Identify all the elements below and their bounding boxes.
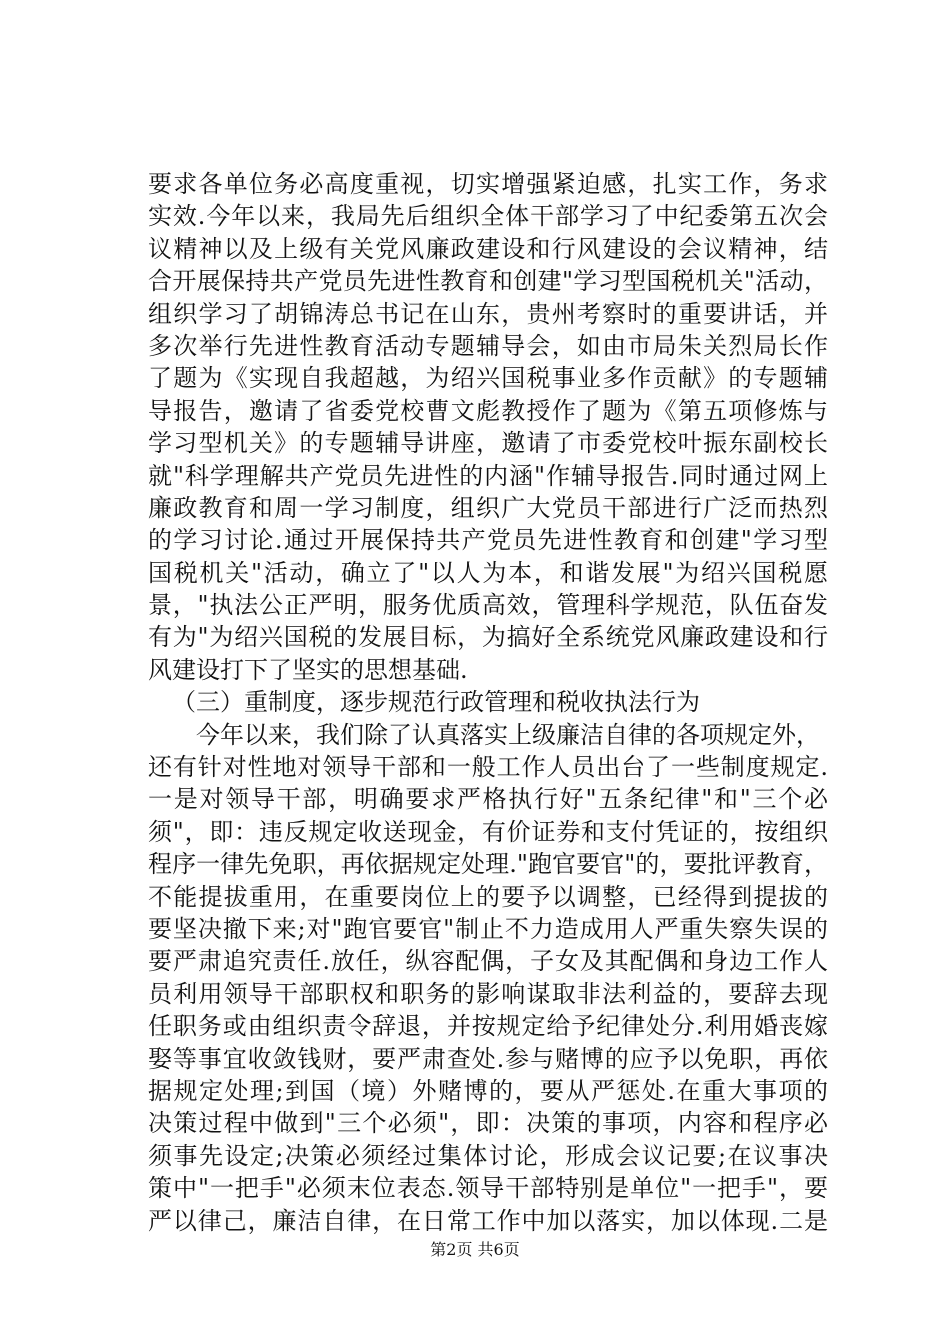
body-text xyxy=(148,168,828,1237)
text-line: 要严肃追究责任.放任，纵容配偶，子女及其配偶和身边工作人 xyxy=(148,947,828,976)
text-line: 还有针对性地对领导干部和一般工作人员出台了一些制度规定. xyxy=(148,753,828,782)
text-line: 组织学习了胡锦涛总书记在山东，贵州考察时的重要讲话，并 xyxy=(148,299,828,328)
text-line: 的学习讨论.通过开展保持共产党员先进性教育和创建"学习型 xyxy=(148,526,828,555)
text-line: 决策过程中做到"三个必须"，即：决策的事项，内容和程序必 xyxy=(148,1109,828,1138)
text-line: 一是对领导干部，明确要求严格执行好"五条纪律"和"三个必 xyxy=(148,785,828,814)
text-line: 景，"执法公正严明，服务优质高效，管理科学规范，队伍奋发 xyxy=(148,591,828,620)
page-number-footer: 第2页 共6页 xyxy=(430,1240,520,1259)
text-line: 要坚决撤下来;对"跑官要官"制止不力造成用人严重失察失误的 xyxy=(148,914,828,943)
text-line: 廉政教育和周一学习制度，组织广大党员干部进行广泛而热烈 xyxy=(148,493,828,522)
text-line: 严以律己，廉洁自律，在日常工作中加以落实，加以体现.二是 xyxy=(148,1206,828,1235)
text-line: 任职务或由组织责令辞退，并按规定给予纪律处分.利用婚丧嫁 xyxy=(148,1012,828,1041)
text-line: 合开展保持共产党员先进性教育和创建"学习型国税机关"活动， xyxy=(148,267,828,296)
text-line: 娶等事宜收敛钱财，要严肃查处.参与赌博的应予以免职，再依 xyxy=(148,1044,828,1073)
text-line: 学习型机关》的专题辅导讲座，邀请了市委党校叶振东副校长 xyxy=(148,429,828,458)
text-line: 不能提拔重用，在重要岗位上的要予以调整，已经得到提拔的 xyxy=(148,882,828,911)
text-line: 须"，即：违反规定收送现金，有价证券和支付凭证的，按组织 xyxy=(148,817,828,846)
text-line: 员利用领导干部职权和职务的影响谋取非法利益的，要辞去现 xyxy=(148,979,828,1008)
text-line: 导报告，邀请了省委党校曹文彪教授作了题为《第五项修炼与 xyxy=(148,396,828,425)
text-line-paragraph-end: 风建设打下了坚实的思想基础. xyxy=(148,655,468,684)
text-line: 要求各单位务必高度重视，切实增强紧迫感，扎实工作，务求 xyxy=(148,170,828,198)
text-line: 有为"为绍兴国税的发展目标，为搞好全系统党风廉政建设和行 xyxy=(148,623,828,652)
text-line: 策中"一把手"必须末位表态.领导干部特别是单位"一把手"，要 xyxy=(148,1174,828,1203)
text-line: 就"科学理解共产党员先进性的内涵"作辅导报告.同时通过网上 xyxy=(148,461,828,490)
text-line: 实效.今年以来，我局先后组织全体干部学习了中纪委第五次会 xyxy=(148,202,828,231)
text-line: 国税机关"活动，确立了"以人为本，和谐发展"为绍兴国税愿 xyxy=(148,558,828,587)
text-line: 程序一律先免职，再依据规定处理."跑官要官"的，要批评教育， xyxy=(148,850,828,879)
text-line: 须事先设定;决策必须经过集体讨论，形成会议记要;在议事决 xyxy=(148,1141,828,1170)
text-line: 议精神以及上级有关党风廉政建设和行风建设的会议精神，结 xyxy=(148,234,828,263)
text-line: 据规定处理;到国（境）外赌博的，要从严惩处.在重大事项的 xyxy=(148,1076,828,1105)
section-heading: （三）重制度，逐步规范行政管理和税收执法行为 xyxy=(172,688,700,717)
text-line-paragraph-start: 今年以来，我们除了认真落实上级廉洁自律的各项规定外， xyxy=(196,720,820,749)
text-line: 了题为《实现自我超越，为绍兴国税事业多作贡献》的专题辅 xyxy=(148,364,828,393)
text-line: 多次举行先进性教育活动专题辅导会，如由市局朱关烈局长作 xyxy=(148,331,828,360)
